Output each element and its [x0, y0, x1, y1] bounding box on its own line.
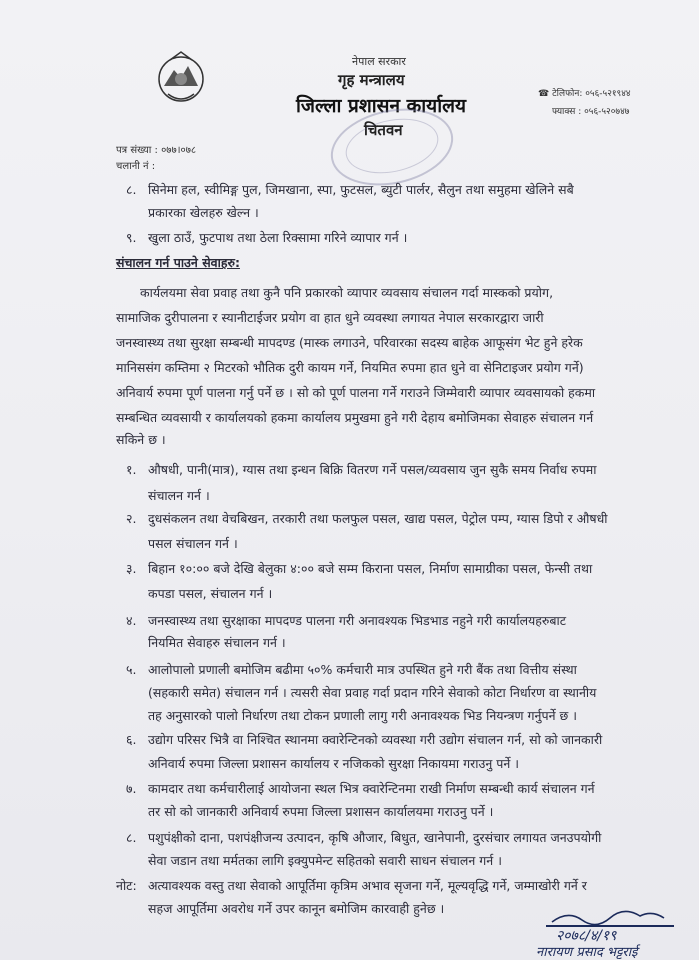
paragraph-line: सामाजिक दुरीपालना र स्यानीटाईजर प्रयोग वा हात धुने व्यवस्था लगायत नेपाल सरकारद्वारा जारी [116, 310, 544, 325]
service-item: कपडा पसल, संचालन गर्न । [148, 586, 273, 601]
district-name: चितवन [364, 121, 403, 139]
service-number: ३. [126, 561, 137, 576]
service-number: ७. [126, 781, 137, 796]
service-item: तह अनुसारको पालो निर्धारण तथा टोकन प्रणाली लागु गरी अनावश्यक भिड नियन्त्रण गर्नुपर्ने छ । [148, 708, 577, 723]
service-number: ४. [126, 613, 137, 628]
letter-number: पत्र संख्या : ०७७।०७८ [116, 145, 197, 156]
paragraph-line: सकिने छ । [116, 432, 166, 447]
telephone: ☎ टेलिफोन: ०५६-५२१९४४ [538, 89, 631, 99]
fax: फ्याक्स : ०५६-५२०७४७ [552, 107, 630, 117]
list-item: खुला ठाउँ, फुटपाथ तथा ठेला रिक्सामा गरिने व्यापार गर्न । [148, 230, 408, 245]
service-item: उद्योग परिसर भित्रै वा निश्चित स्थानमा क्वारेन्टिनको व्यवस्था गरी उद्योग संचालन गर्न, सो को जानकारी [148, 732, 603, 747]
service-item: कामदार तथा कर्मचारीलाई आयोजना स्थल भित्र क्वारेन्टिनमा राखी निर्माण सम्बन्धी कार्य संचालन गर्न [148, 781, 595, 796]
service-item: सेवा जडान तथा मर्मतका लागि इक्युपमेन्ट सहितको सवारी साधन संचालन गर्न । [148, 853, 502, 868]
list-item-number: ८. [126, 182, 137, 197]
nepal-emblem-icon [150, 46, 212, 108]
service-item: संचालन गर्न । [148, 488, 210, 503]
service-item: पशुपंक्षीको दाना, पशपंक्षीजन्य उत्पादन, कृषि औजार, बिधुत, खानेपानी, दुरसंचार लगायत जनउपयोगी [148, 830, 602, 845]
paragraph-line: मानिससंग कम्तिमा २ मिटरको भौतिक दुरी कायम गर्ने, नियमित रुपमा हात धुने वा सेनिटाइजर प्रयोग गर्ने) [116, 360, 584, 375]
service-item: दुधसंकलन तथा वेचबिखन, तरकारी तथा फलफुल पसल, खाद्य पसल, पेट्रोल पम्प, ग्यास डिपो र औषधी [148, 511, 608, 526]
list-item: सिनेमा हल, स्वीमिङ्ग पुल, जिमखाना, स्पा, फुटसल, ब्युटी पार्लर, सैलुन तथा समुहमा खेलिने सबै [148, 182, 574, 197]
paragraph-line: जनस्वास्थ्य तथा सुरक्षा सम्बन्धी मापदण्ड (मास्क लगाउने, परिवारका सदस्य बाहेक आफूसंग भेट हुने हरेक [116, 335, 583, 350]
service-number: ८. [126, 830, 137, 845]
paragraph-line: सम्बन्धित व्यवसायी र कार्यालयको हकमा कार्यालय प्रमुखमा हुने गरी देहाय बमोजिमका सेवाहरु संचालन गर्न [116, 410, 594, 425]
service-item: नियमित सेवाहरु संचालन गर्न । [148, 635, 286, 650]
service-item: औषधी, पानी(मात्र), ग्यास तथा इन्धन बिक्रि वितरण गर्ने पसल/व्यवसाय जुन सुकै समय निर्वाध रुपमा [148, 462, 597, 477]
paragraph-line: कार्यलयमा सेवा प्रवाह तथा कुनै पनि प्रकारको व्यापार व्यवसाय संचालन गर्दा मास्कको प्रयोग, [140, 285, 554, 300]
service-item: बिहान १०:०० बजे देखि बेलुका ४:०० बजे सम्म किराना पसल, निर्माण सामाग्रीका पसल, फेन्सी तथा [148, 561, 593, 576]
service-item: (सहकारी समेत) संचालन गर्न । त्यसरी सेवा प्रवाह गर्दा प्रदान गरिने सेवाको कोटा निर्धारण वा स्थानीय [148, 685, 597, 700]
service-item: तर सो को जानकारी अनिवार्य रुपमा जिल्ला प्रशासन कार्यालयमा गराउनु पर्ने । [148, 804, 494, 819]
list-item-number: ९. [126, 230, 137, 245]
dispatch-number: चलानी नं : [116, 161, 156, 172]
service-item: पसल संचालन गर्न । [148, 536, 238, 551]
note-line: अत्यावश्यक वस्तु तथा सेवाको आपूर्तिमा कृत्रिम अभाव सृजना गर्ने, मूल्यवृद्धि गर्ने, जम्माखोरी गर्ने र [148, 878, 587, 893]
phone-icon: ☎ [538, 89, 550, 99]
service-number: ५. [126, 662, 137, 677]
service-number: ६. [126, 732, 137, 747]
note-line: सहज आपूर्तिमा अवरोध गर्ने उपर कानून बमोजिम कारवाही हुनेछ । [148, 901, 445, 916]
section-heading: संचालन गर्न पाउने सेवाहरु: [116, 255, 240, 270]
list-item: प्रकारका खेलहरु खेल्न । [148, 205, 259, 220]
office-name: जिल्ला प्रशासन कार्यालय [296, 95, 467, 117]
signature-date: २०७८/४/१९ [556, 928, 617, 944]
service-item: जनस्वास्थ्य तथा सुरक्षाका मापदण्ड पालना गरी अनावश्यक भिडभाड नहुने गरी कार्यालयहरुबाट [148, 613, 567, 628]
service-item: आलोपालो प्रणाली बमोजिम बढीमा ५०% कर्मचारी मात्र उपस्थित हुने गरी बैंक तथा वित्तीय संस्था [148, 662, 577, 677]
service-number: २. [126, 511, 137, 526]
government-name: नेपाल सरकार [352, 55, 406, 68]
note-label: नोट: [116, 878, 137, 893]
ministry-name: गृह मन्त्रालय [338, 71, 405, 89]
service-item: अनिवार्य रुपमा जिल्ला प्रशासन कार्यालय र नजिकको सुरक्षा निकायमा गराउनु पर्ने । [148, 756, 519, 771]
service-number: १. [126, 462, 137, 477]
paragraph-line: अनिवार्य रुपमा पूर्ण पालना गर्नु पर्ने छ । सो को पूर्ण पालना गर्ने गराउने जिम्मेवारी व्यापार व्यवसायको हकमा [116, 385, 596, 400]
signature-name: नारायण प्रसाद भट्टराई [536, 945, 638, 960]
